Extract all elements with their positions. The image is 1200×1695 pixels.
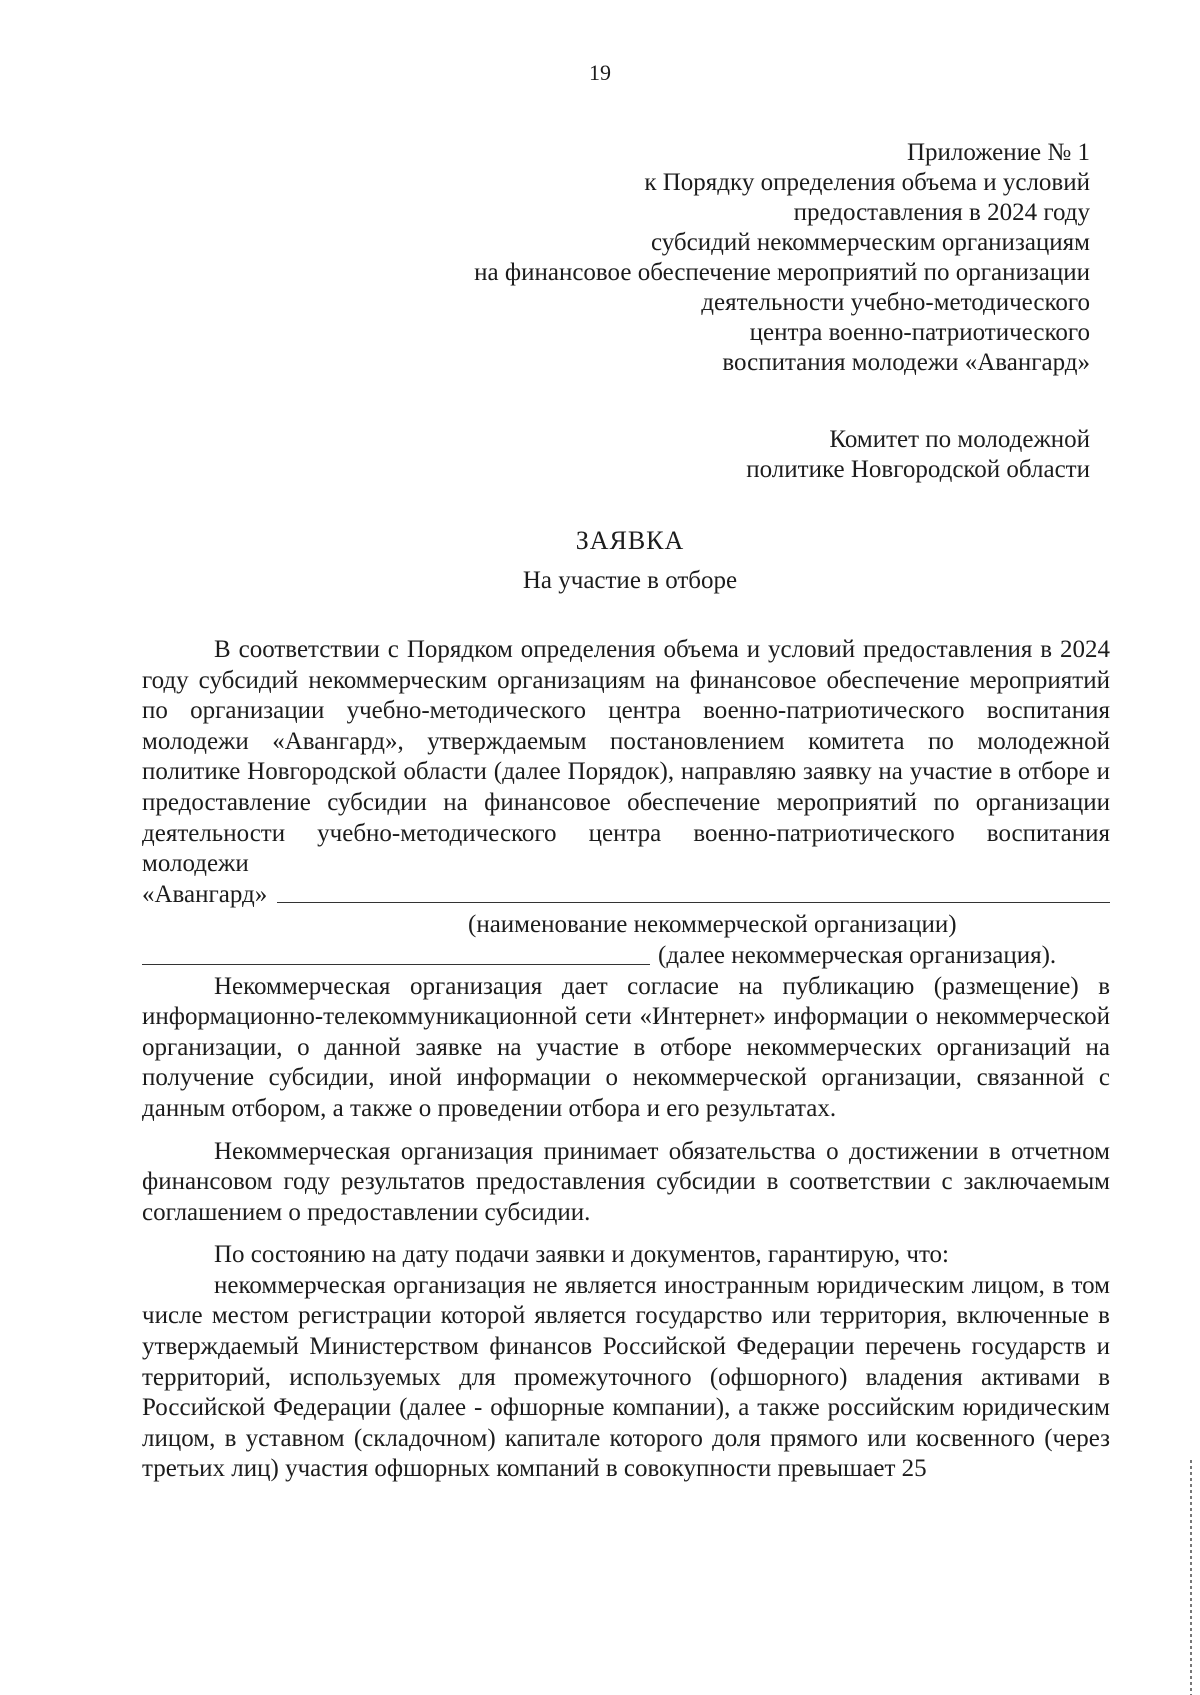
organization-name-blank bbox=[277, 902, 1110, 903]
appendix-line: центра военно-патриотического bbox=[749, 319, 1090, 346]
organization-field-suffix: (далее некоммерческая организация). bbox=[658, 941, 1057, 969]
appendix-header bbox=[330, 138, 1090, 378]
organization-field-caption: (наименование некоммерческой организации) bbox=[468, 911, 957, 939]
organization-continuation-row bbox=[142, 941, 1110, 972]
paragraph-offshore: некоммерческая организация не является иностранным юридическим лицом, в том числе местом регистрации которой является государство или территория, включенные в утверждаемый Министерством финансов Российской Федерации перечень государств и территорий, используемых для промежуточного (офшорного) владения активами в Российской Федерации (далее - офшорные компании), а также российским юридическим лицом, в уставном (складочном) капитале которого доля прямого или косвенного (через третьих лиц) участия офшорных компаний в совокупности превышает 25 bbox=[142, 1271, 1110, 1483]
appendix-line: Приложение № 1 bbox=[906, 139, 1090, 166]
appendix-line: воспитания молодежи «Авангард» bbox=[722, 349, 1090, 376]
paragraph-obligations: Некоммерческая организация принимает обязательства о достижении в отчетном финансовом году результатов предоставления субсидии в соответствии с заключаемым соглашением о предоставлении субсидии. bbox=[142, 1137, 1110, 1226]
paragraph-guarantee-intro: По состоянию на дату подачи заявки и документов, гарантирую, что: bbox=[214, 1241, 949, 1269]
recipient-line: политике Новгородской области bbox=[746, 456, 1090, 483]
organization-field-label: «Авангард» bbox=[142, 880, 268, 908]
document-title: ЗАЯВКА bbox=[575, 526, 685, 555]
document-subtitle: На участие в отборе bbox=[522, 567, 738, 594]
appendix-line: на финансовое обеспечение мероприятий по организации bbox=[474, 259, 1090, 286]
recipient-block bbox=[490, 425, 1090, 485]
paragraph-intro: В соответствии с Порядком определения объема и условий предоставления в 2024 году субсидий некоммерческим организациям на финансовое обеспечение мероприятий по организации учебно-методического центра военно-патриотического воспитания молодежи «Авангард», утверждаемым постановлением комитета по молодежной политике Новгородской области (далее Порядок), направляю заявку на участие в отборе и предоставление субсидии на финансовое обеспечение мероприятий по организации деятельности учебно-методического центра военно-патриотического воспитания молодежи bbox=[142, 636, 1110, 878]
organization-continuation-blank bbox=[142, 964, 650, 965]
appendix-line: к Порядку определения объема и условий bbox=[644, 169, 1090, 196]
organization-name-row bbox=[142, 880, 1110, 911]
recipient-line: Комитет по молодежной bbox=[829, 426, 1090, 453]
appendix-line: субсидий некоммерческим организациям bbox=[651, 229, 1090, 256]
appendix-line: предоставления в 2024 году bbox=[793, 199, 1090, 226]
page-number: 19 bbox=[589, 60, 611, 85]
appendix-line: деятельности учебно-методического bbox=[701, 289, 1090, 316]
scan-edge-artifact bbox=[1190, 1460, 1192, 1695]
document-body bbox=[142, 635, 1110, 1485]
paragraph-consent: Некоммерческая организация дает согласие на публикацию (размещение) в информационно-телекоммуникационной сети «Интернет» информации о некоммерческой организации, о данной заявке на участие в отборе некоммерческих организаций на получение субсидии, иной информации о некоммерческой организации, связанной с данным отбором, а также о проведении отбора и его результатах. bbox=[142, 972, 1110, 1122]
